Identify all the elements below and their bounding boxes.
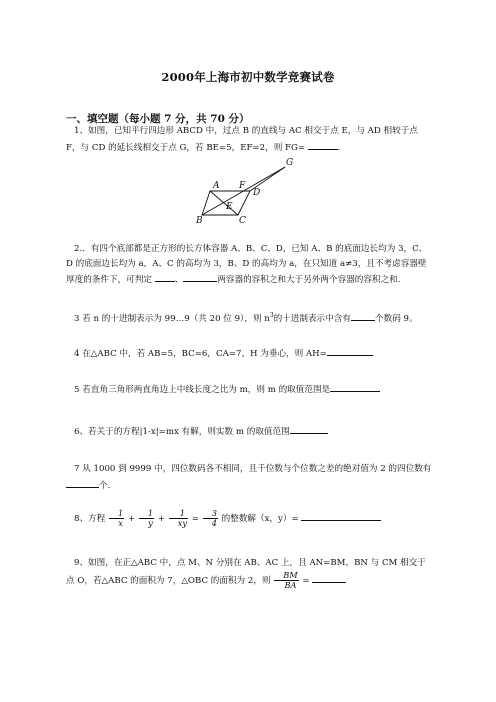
question-1-end: .	[337, 142, 341, 153]
label-d: D	[253, 188, 261, 198]
question-2-text-b: 两容器的容积之和大于另外两个容器的容积之和.	[217, 275, 401, 285]
equals-sign: =	[302, 575, 310, 586]
page-title: 2000年上海市初中数学竞赛试卷	[161, 70, 335, 84]
answer-blank-7[interactable]	[66, 477, 99, 488]
question-8	[66, 509, 434, 528]
question-8-suffix: 的整数解（x，y）=	[221, 514, 299, 524]
answer-blank-2a[interactable]	[155, 271, 175, 282]
answer-blank-3[interactable]	[351, 310, 375, 321]
fraction-3-over-4: $\frac{3}{4}$	[203, 509, 218, 528]
question-3-exponent: 3	[269, 312, 274, 319]
question-3-text-b: 的十进制表示中含有	[273, 313, 351, 324]
label-e: E	[226, 202, 233, 212]
answer-blank-6[interactable]	[290, 423, 328, 434]
question-3	[66, 309, 434, 326]
question-2-text-a: 2.．有四个底部都是正方形的长方体容器 A、B、C、D，已知 A、B 的底面边长均为 3，C、D 的底面边长均为 a，A、C 的高均为 3，B、D 的高均为 a，在只知道 a≠3，且不考虑容器壁厚度的条件下，可判定	[66, 244, 428, 285]
fraction-1-over-x: $\frac{1}{x}$	[109, 509, 124, 528]
diagonal-ac	[210, 191, 238, 215]
question-8-prefix: 8、方程	[74, 514, 106, 524]
question-2-sep: 、	[174, 275, 184, 285]
question-6	[66, 423, 434, 440]
label-f: F	[239, 181, 246, 191]
question-9	[66, 556, 434, 590]
fraction-1-over-y: $\frac{1}{y}$	[139, 509, 154, 528]
question-1-text: 1、如图，已知平行四边形 ABCD 中，过点 B 的直线与 AC 相交于点 E，与 AD 相较于点 F，与 CD 的延长线相交于点 G，若 BE=5，EF=2，则 FG=	[66, 126, 418, 153]
question-4-text: 4 在△ABC 中，若 AB=5，BC=6，CA=7，H 为垂心，则 AH=	[74, 349, 327, 359]
equals-sign: =	[191, 514, 199, 524]
fraction-1-over-xy: $\frac{1}{xy}$	[169, 509, 188, 528]
question-9-text: 9、如图，在正△ABC 中，点 M、N 分别在 AB、AC 上，且 AN=BM，BN 与 CM 相交于点 O，若△ABC 的面积为 7，△OBC 的面积为 2，则	[66, 558, 426, 586]
label-a: A	[213, 181, 220, 191]
answer-blank-4[interactable]	[327, 345, 373, 356]
fraction-bm-over-ba: $\frac{BM}{BA}$	[274, 571, 298, 590]
question-5-text: 5 若直角三角形两直角边上中线长度之比为 m，则 m 的取值范围是	[74, 385, 331, 395]
question-4	[66, 345, 434, 362]
question-5	[66, 381, 434, 398]
answer-blank-5[interactable]	[330, 381, 380, 392]
label-g: G	[286, 158, 294, 168]
question-2	[66, 242, 434, 288]
plus-sign: +	[127, 514, 136, 524]
question-7	[66, 462, 434, 493]
answer-blank-2b[interactable]	[183, 271, 217, 282]
answer-blank-1[interactable]	[308, 139, 338, 150]
question-7-text-b: 个.	[99, 480, 111, 491]
question-6-text: 6、若关于的方程|1-x|=mx 有解，则实数 m 的取值范围	[74, 427, 290, 437]
question-7-text-a: 7 从 1000 到 9999 中，四位数码各不相同，且千位数与个位数之差的绝对值为 2 的四位数有	[74, 464, 432, 474]
section-heading: 一、填空题（每小题 7 分，共 70 分）	[66, 113, 250, 125]
label-c: C	[239, 216, 246, 226]
question-1	[66, 124, 434, 155]
parallelogram-figure	[190, 155, 300, 227]
question-3-text-a: 3 若 n 的十进制表示为 99…9（共 20 位 9），则 n	[74, 313, 270, 324]
label-b: B	[196, 216, 203, 226]
plus-sign: +	[157, 514, 166, 524]
answer-blank-9[interactable]	[312, 572, 346, 583]
answer-blank-8[interactable]	[301, 510, 381, 521]
question-3-text-c: 个数码 9。	[375, 313, 418, 324]
